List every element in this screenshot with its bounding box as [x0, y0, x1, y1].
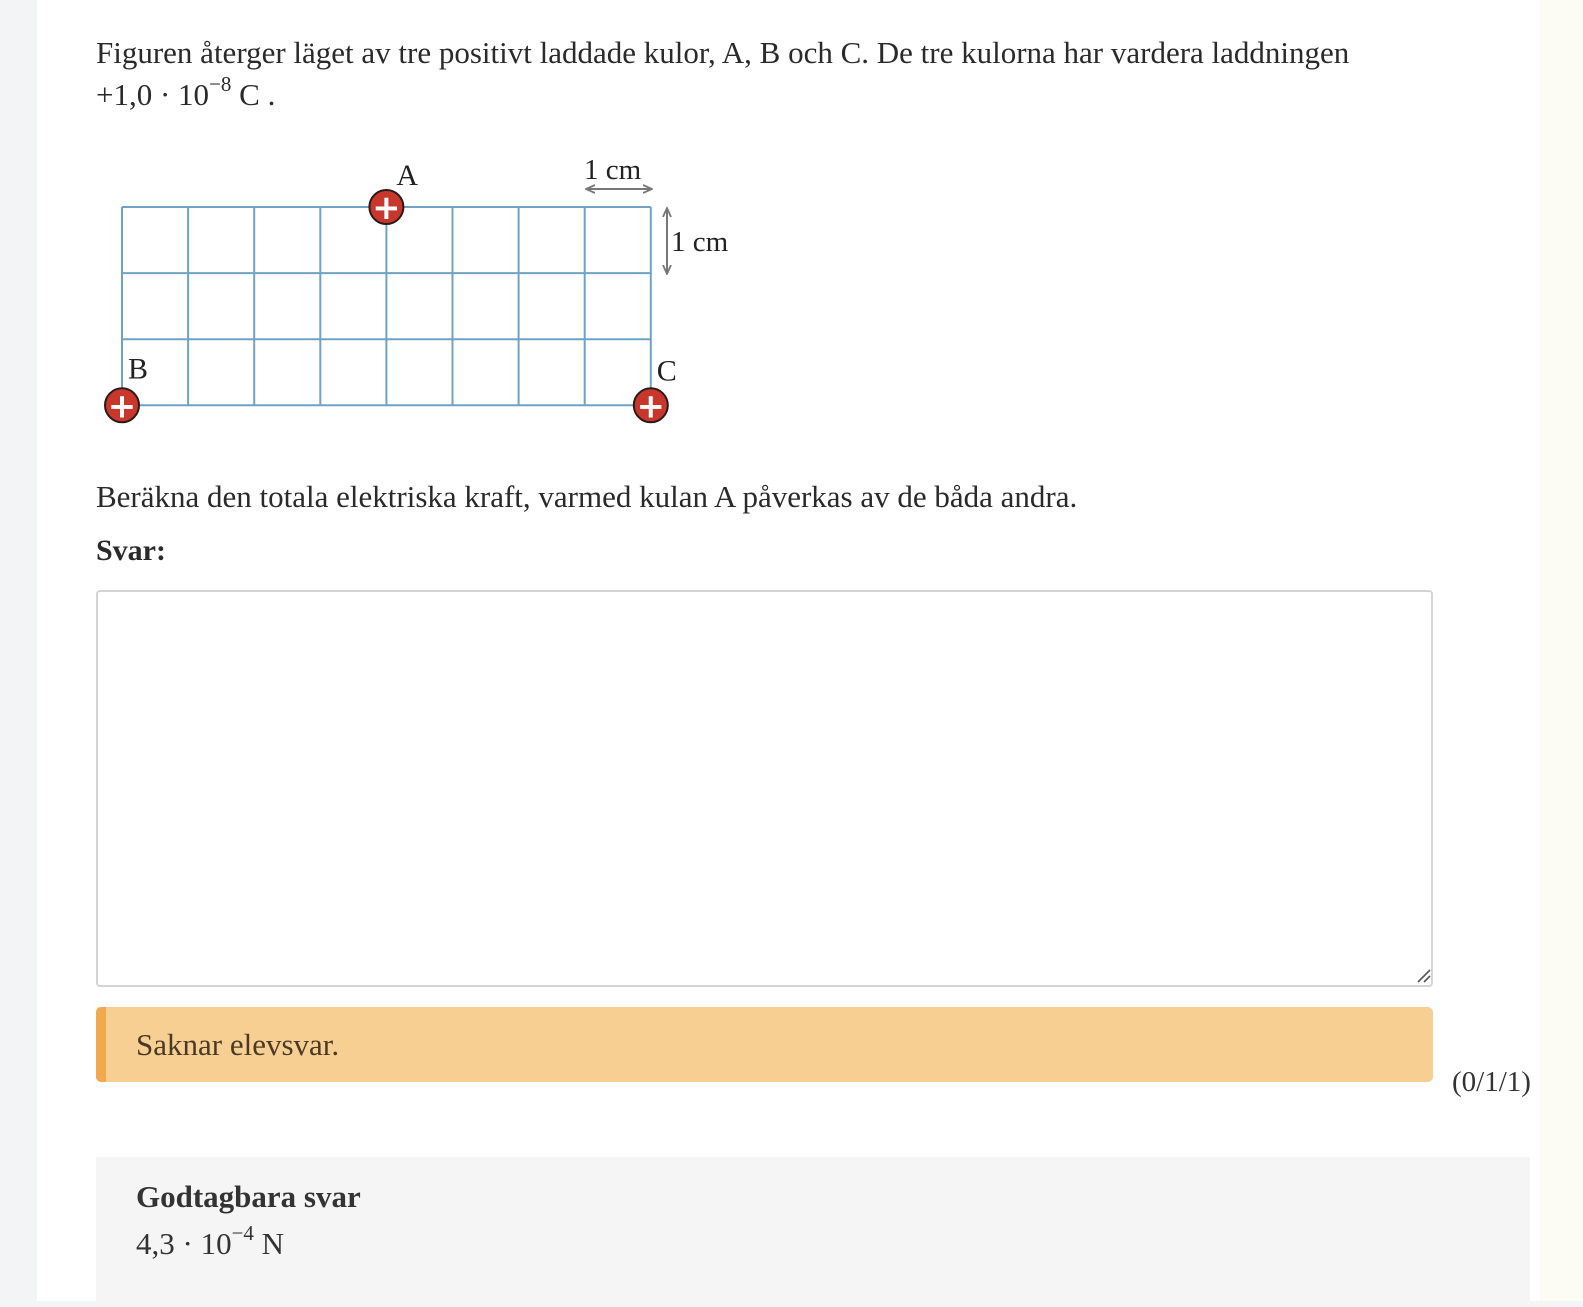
charge-grid-figure	[96, 150, 776, 440]
charge-c	[634, 354, 677, 426]
accepted-answers-panel	[96, 1157, 1530, 1307]
plus-sign-icon: +	[107, 386, 137, 427]
question-intro	[96, 32, 1436, 116]
accepted-exponent: −4	[231, 1221, 254, 1245]
charge-mantissa: +1,0 · 10	[96, 77, 210, 112]
charge-a	[369, 159, 418, 228]
intro-text: Figuren återger läget av tre positivt laddade kulor, A, B och C. De tre kulorna har vardera laddningen	[96, 35, 1350, 70]
accepted-mantissa: 4,3 · 10	[136, 1226, 232, 1261]
charge-label: A	[396, 159, 419, 192]
charge-label: C	[656, 354, 677, 388]
charge-label: B	[128, 352, 149, 386]
charges	[105, 159, 677, 426]
plus-sign-icon: +	[372, 188, 401, 228]
answer-textarea[interactable]	[96, 590, 1433, 987]
feedback-alert	[96, 1007, 1433, 1082]
charge-b	[105, 352, 148, 426]
accepted-answers-title: Godtagbara svar	[136, 1179, 361, 1214]
grid-lines	[122, 207, 651, 405]
left-gutter	[0, 0, 37, 1301]
charge-exponent: −8	[209, 72, 232, 96]
feedback-accent-bar	[96, 1007, 106, 1082]
question-prompt: Beräkna den totala elektriska kraft, varmed kulan A påverkas av de båda andra.	[96, 479, 1078, 514]
score-label: (0/1/1)	[1452, 1066, 1531, 1098]
plus-sign-icon: +	[636, 386, 666, 427]
answer-label: Svar:	[96, 534, 166, 567]
feedback-message: Saknar elevsvar.	[136, 1027, 340, 1062]
accepted-answer-value	[136, 1223, 284, 1265]
right-edge	[1540, 0, 1583, 1301]
resize-grip-icon[interactable]	[1414, 966, 1432, 984]
horizontal-scale-label: 1 cm	[584, 154, 642, 186]
accepted-unit: N	[253, 1226, 285, 1261]
vertical-scale-label: 1 cm	[671, 226, 729, 258]
charge-unit: C .	[231, 77, 276, 112]
